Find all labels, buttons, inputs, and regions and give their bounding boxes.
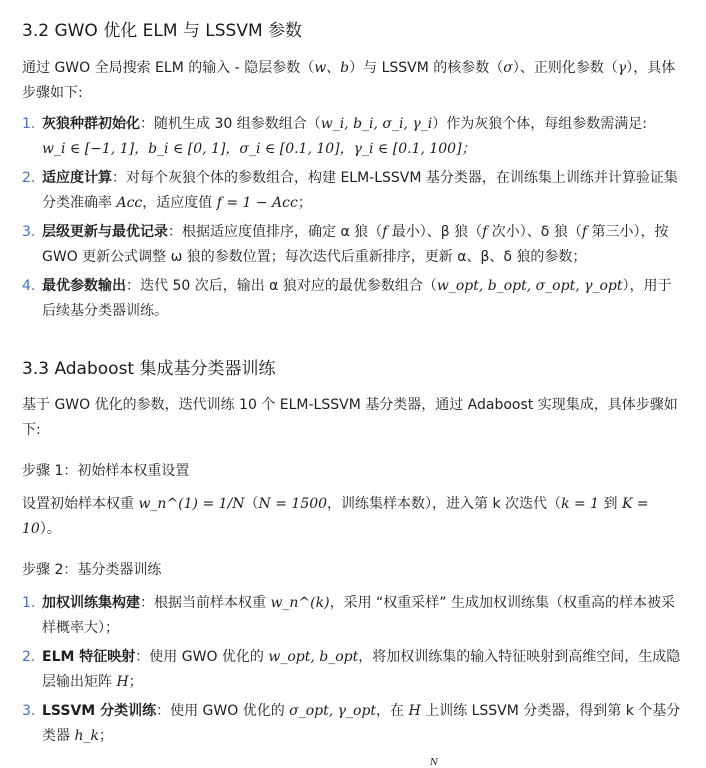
section-heading-3-2: 3.2 GWO 优化 ELM 与 LSSVM 参数 xyxy=(22,21,303,41)
s32-intro: 通过 GWO 全局搜索 ELM 的输入 - 隐层参数（w、b）与 LSSVM 的核参数（σ）、正则化参数（γ），具体步骤如下: xyxy=(22,60,676,101)
list-item: 2. ELM 特征映射：使用 GWO 优化的 w_opt, b_opt，将加权训练集的输入特征映射到高维空间，生成隐层输出矩阵 H； xyxy=(22,649,681,690)
list-item: 2. 适应度计算：对每个灰狼个体的参数组合，构建 ELM-LSSVM 基分类器，在训练集上训练并计算验证集分类准确率 Acc，适应度值 f = 1 − Acc； xyxy=(22,170,678,211)
section-heading-3-3: 3.3 Adaboost 集成基分类器训练 xyxy=(22,359,276,379)
list-item: 3. LSSVM 分类训练：使用 GWO 优化的 σ_opt, γ_opt，在 H 上训练 LSSVM 分类器，得到第 k 个基分类器 h_k； xyxy=(22,703,681,744)
step2-title: 步骤 2：基分类器训练 xyxy=(22,562,162,578)
s33-intro: 基于 GWO 优化的参数，迭代训练 10 个 ELM-LSSVM 基分类器，通过 Adaboost 实现集成，具体步骤如下: xyxy=(22,397,678,438)
list-item: 1. 加权训练集构建：根据当前样本权重 w_n^(k)，采用 “权重采样” 生成加权训练集（权重高的样本被采样概率大）； xyxy=(22,595,675,636)
step1-title: 步骤 1：初始样本权重设置 xyxy=(22,463,190,479)
list-item: 4. 最优参数输出：迭代 50 次后，输出 α 狼对应的最优参数组合（w_opt, b_opt, σ_opt, γ_opt），用于后续基分类器训练。 xyxy=(22,278,672,319)
s32-step-list xyxy=(22,112,684,324)
list-item: 1. 灰狼种群初始化：随机生成 30 组参数组合（w_i, b_i, σ_i, γ_i）作为灰狼个体，每组参数需满足: w_i ∈ [−1, 1]，b_i ∈ [0, 1]，σ_i ∈ [0.1, 10]，γ_i ∈ [0.1, 100]； xyxy=(22,116,647,157)
s33-step-list xyxy=(22,591,684,749)
list-item: 3. 层级更新与最优记录：根据适应度值排序，确定 α 狼（f 最小）、β 狼（f 次小）、δ 狼（f 第三小），按 GWO 更新公式调整 ω 狼的参数位置；每次迭代后重新排序，更新 α、β、δ 狼的参数； xyxy=(22,224,669,265)
step1-body: 设置初始样本权重 w_n^(1) = 1/N（N = 1500，训练集样本数），进入第 k 次迭代（k = 1 到 K = 10）。 xyxy=(22,496,649,537)
cut-off-formula-glyph: N xyxy=(430,758,438,768)
